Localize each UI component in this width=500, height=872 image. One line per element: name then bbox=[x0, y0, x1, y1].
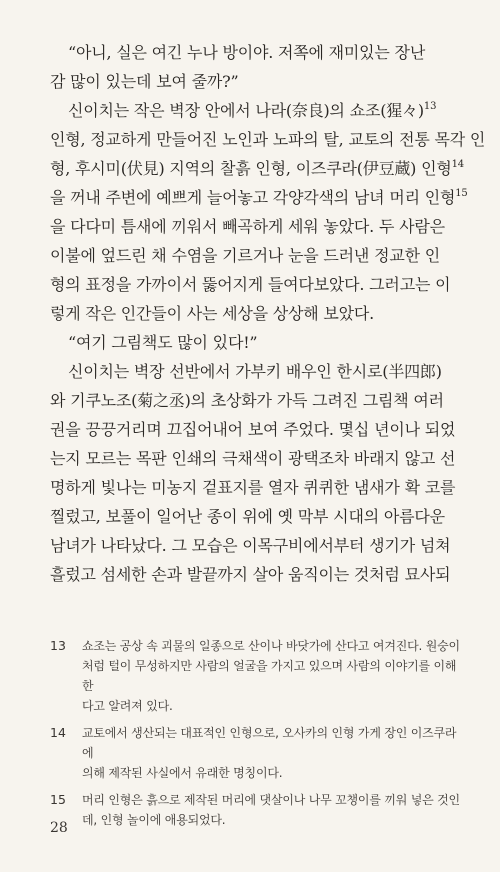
text-line: “아니, 실은 여긴 누나 방이야. 저쪽에 재미있는 장난 bbox=[68, 43, 426, 62]
footnote-line: 쇼조는 공상 속 괴물의 일종으로 산이나 바닷가에 산다고 여겨진다. 원숭이 bbox=[82, 639, 460, 653]
text-line: 이불에 엎드린 채 수염을 기르거나 눈을 드러낸 정교한 인 bbox=[50, 246, 440, 265]
footnote-line: 다고 알려져 있다. bbox=[82, 699, 173, 713]
text-line: 감 많이 있는데 보여 줄까?” bbox=[50, 72, 239, 91]
footnote-ref-13: 13 bbox=[423, 101, 437, 112]
text-line: 흘렀고 섬세한 손과 발끝까지 살아 움직이는 것처럼 묘사되 bbox=[50, 565, 451, 584]
footnote-number: 14 bbox=[50, 725, 66, 740]
footnote-line: 머리 인형은 흙으로 제작된 머리에 댓살이나 나무 꼬챙이를 끼워 넣은 것인 bbox=[82, 793, 460, 807]
text-line: 권을 끙끙거리며 끄집어내어 보여 주었다. 몇십 년이나 되었 bbox=[50, 420, 456, 439]
footnote-15 bbox=[50, 790, 460, 830]
body-text bbox=[50, 38, 486, 589]
footnote-number: 15 bbox=[50, 792, 66, 807]
text-line: 을 꺼내 주변에 예쁘게 늘어놓고 각양각색의 남녀 머리 인형$^{15}$ bbox=[50, 188, 468, 207]
footnotes bbox=[50, 636, 460, 837]
text-line: 형의 표정을 가까이서 뚫어지게 들여다보았다. 그러고는 이 bbox=[50, 275, 451, 294]
footnote-text bbox=[82, 790, 460, 830]
footnote-ref-15: 15 bbox=[455, 188, 468, 199]
footnote-line: 데, 인형 놀이에 애용되었다. bbox=[82, 813, 226, 827]
footnote-14 bbox=[50, 723, 460, 783]
footnote-13 bbox=[50, 636, 460, 716]
footnote-number: 13 bbox=[50, 638, 66, 653]
text-line: 을 다다미 틈새에 끼워서 빼곡하게 세워 놓았다. 두 사람은 bbox=[50, 217, 445, 236]
text-line: 명하게 빛나는 미농지 겉표지를 열자 퀴퀴한 냄새가 확 코를 bbox=[50, 478, 456, 497]
footnote-line: 의해 제작된 사실에서 유래한 명칭이다. bbox=[82, 766, 283, 780]
footnote-text bbox=[82, 636, 460, 716]
footnote-line: 교토에서 생산되는 대표적인 인형으로, 오사카의 인형 가게 장인 이즈쿠라에 bbox=[82, 726, 457, 760]
text-line: 렇게 작은 인간들이 사는 세상을 상상해 보았다. bbox=[50, 304, 375, 323]
footnote-text bbox=[82, 723, 460, 783]
text-line: 형, 후시미(伏見) 지역의 찰흙 인형, 이즈쿠라(伊豆蔵) 인형$^{14}$ bbox=[50, 159, 464, 178]
footnote-line: 처럼 털이 무성하지만 사람의 얼굴을 가지고 있으며 사람의 이야기를 이해한 bbox=[82, 659, 457, 693]
text-line: 인형, 정교하게 만들어진 노인과 노파의 탈, 교토의 전통 목각 인 bbox=[50, 130, 486, 149]
text-line: 신이치는 벽장 선반에서 가부키 배우인 한시로(半四郎) bbox=[68, 362, 442, 381]
text-line: 는지 모르는 목판 인쇄의 극채색이 광택조차 바래지 않고 선 bbox=[50, 449, 456, 468]
text-line: 와 기쿠노조(菊之丞)의 초상화가 가득 그려진 그림책 여러 bbox=[50, 391, 444, 410]
footnote-ref-14: 14 bbox=[451, 159, 464, 170]
text-line: 찔렀고, 보풀이 일어난 종이 위에 옛 막부 시대의 아름다운 bbox=[50, 507, 445, 526]
page-number: 28 bbox=[50, 820, 68, 836]
text-line: 신이치는 작은 벽장 안에서 나라(奈良)의 쇼조(猩々)$^{13}$ bbox=[68, 101, 437, 120]
text-line: “여기 그림책도 많이 있다!” bbox=[68, 333, 258, 352]
text-line: 남녀가 나타났다. 그 모습은 이목구비에서부터 생기가 넘쳐 bbox=[50, 536, 451, 555]
